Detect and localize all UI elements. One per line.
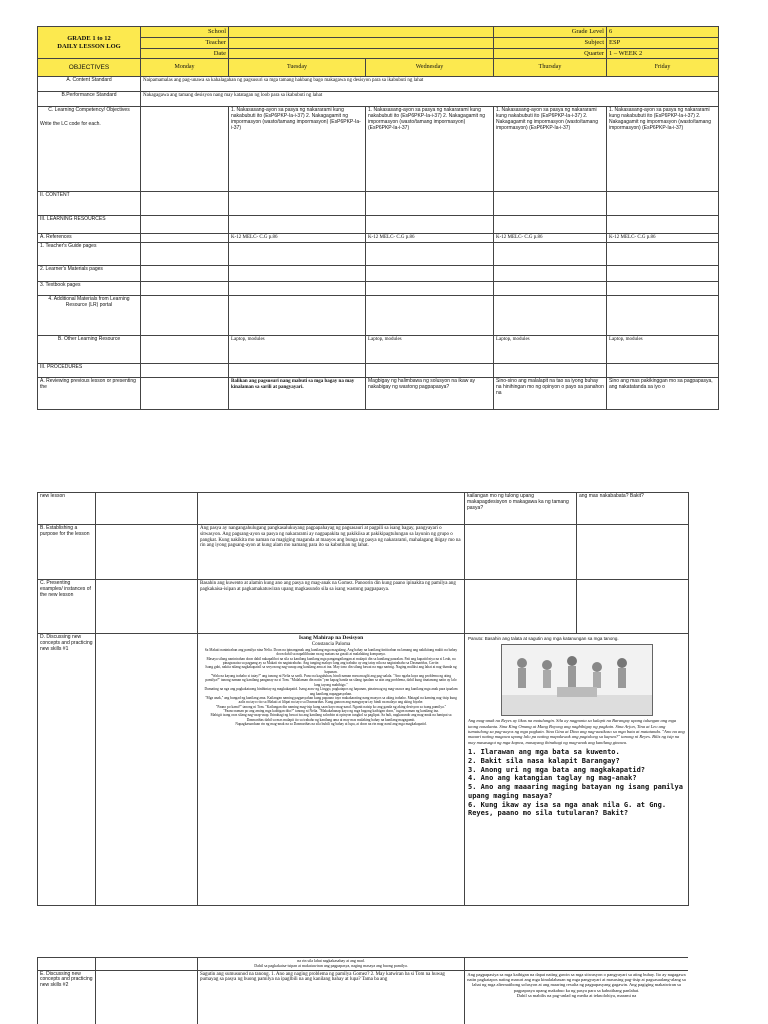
p2-r3-fri	[577, 580, 689, 634]
story-paragraph: "Paano po kami?" tanong ni Tom. "Kailangan din naming mag-isip kung saan kayo mag-aaral. Ngunit naisip ko ang ganda ng aking desisyon sa isang pamilya."	[215, 704, 447, 709]
discussing2-tue: Sagutin ang sumusunod na tanong. 1. Ano ang naging problema ng pamilya Gomez? 2. May katwiran ba si Tom na huwag pumayag sa pasya ng buong pamilya na ipaglbili na ang kanilang bahay at lupa? Tama ba ang	[198, 970, 465, 1024]
ref-thu: K-12 MELC- C.G p.86	[494, 234, 607, 243]
story-paragraph: Masaya silang naninirahan doon dahil nakapalibot na sila sa kanilang kanilang mga pangangailangan at malapit din sa kanilang paaralan. Pati ang kapatid niya na si Leah, na pinagsasaisa sa pagpang ay sa Makati rin nagtatrabaho. Ang tanging malayo lang ang trabaho ay ang tatay nila na nagtatrabaho sa Dasmariñas, Cavite.	[206, 656, 456, 665]
story-paragraph: Isang gabi, nakita nilang nagkakapaisil sa seryosong nag-uusap ang kanilang ama at ina. May tono din silang bawat na mga narinig. Naging maliksi ang lahat at nag-ihanda ng hapunan.	[205, 665, 457, 674]
discussing2-label: E. Discussing new concepts and practicing new skills #2	[38, 970, 96, 1024]
dll-table-page3	[37, 957, 688, 1024]
ref-wed: K-12 MELC- C.G p.86	[366, 234, 494, 243]
story-ending-line: na rin sila lahat nagkakasabay at ang mad.	[297, 958, 365, 963]
p3-r1-label	[38, 958, 96, 971]
story-ending-line: Dahil sa pagkakaisa-isipan at makatuwiran ang pagpapasya, naging masaya ang buong pamilya.	[254, 962, 408, 968]
tg-fri	[607, 243, 719, 266]
story-ending-cell	[198, 958, 465, 971]
tg-tue	[229, 243, 366, 266]
panuto-text: Panuto: Basahin ang talata at sagutin ang mga katanungan sa mga tanong.	[468, 636, 619, 641]
rev-tue: Balikan ang pagsusuri nang mabuti sa mga bagay na may kinalaman sa sarili at pangyayari.	[229, 378, 366, 410]
p3-r1-mon	[96, 958, 198, 971]
presenting-label: C. Presenting examples/ instances of the new lesson	[38, 580, 96, 634]
discussing2-thu-text2: Dahil sa mabilis na pag-unlad ng media at teknolohiya, marami na	[516, 993, 637, 999]
thursday-header: Thursday	[494, 59, 607, 77]
lr-tue	[229, 296, 366, 336]
proc-tue	[229, 364, 366, 378]
lm-fri	[607, 266, 719, 282]
grade-label: GRADE 1 to 12	[67, 34, 111, 42]
story-paragraph: Sa Makati naninirahan ang pamilya nina Nelia. Doon na ipinanganak ang kanilang mga magulang. Ang bahay na kanilang tinitirahan na lamang ang nakikitang maliit na bahay doon dahil sa napalilibutan na ng mataas na gusali at malalaking kompanya.	[204, 647, 458, 657]
grade-level-label: Grade Level	[494, 27, 607, 38]
tg-wed	[366, 243, 494, 266]
ref-fri: K-12 MELC- C.G p.86	[607, 234, 719, 243]
question-item: 3. Anong uri ng mga bata ang magkakapatid?	[468, 765, 646, 774]
story-paragraph: "Wala na kayang trabaho si tatay?" ang tanong ni Nelia sa sarili. Puno na kaguluhan, hindi naman mawawaglit ang pag-aalala. "Ano ngaba kaya ang problema ng ating pamilya?" tanong naman ng kanilang panganay na si Tom. "Malalaman din natin "yan kapag handa na silang ipaalam sa atin ang problema, dahil kung tinatanong natin ay lalo lang tayong mabibigo."	[205, 674, 457, 687]
resources-fri	[607, 216, 719, 234]
p2-r3-mon	[96, 580, 198, 634]
ref-tue: K-12 MELC- C.G p.86	[229, 234, 366, 243]
competency-note: Write the LC code for each.	[40, 121, 101, 128]
story-cell	[198, 634, 465, 906]
quarter-value[interactable]: 1 – WEEK 2	[607, 48, 719, 59]
reviewing-label: A. Reviewing previous lesson or presenting the	[38, 378, 141, 410]
tb-mon	[141, 282, 229, 296]
content-thu	[494, 192, 607, 216]
story-paragraph: Napagkasunduan rin ng mag-anak na sa Dasmariñas na sila bubili ng bahay at lupa, at doon na rin mag-aaral ang mga magkakapatid.	[235, 722, 427, 727]
content-mon	[141, 192, 229, 216]
competency-thursday: 1. Nakasasang-ayon sa pasya ng nakararami kung nakabubuti ito (EsP6PKP-Ia-i-37) 2. Nakagagamit ng impormasyon (wasto/tamang impormasyon) (EsP6PKP-Ia-i-37)	[494, 107, 607, 192]
tg-thu	[494, 243, 607, 266]
content-standard-label: A. Content Standard	[38, 77, 141, 92]
performance-standard-text: Nakagagawa ang tamang desisyon nang may katatagan ng loob para sa ikabubuti ng lahat	[141, 92, 719, 107]
textbook-label: 3. Textbook pages	[38, 282, 141, 296]
content-standard-text: Naipamamalas ang pag-unawa sa kahalagahan ng pagsusuri sa mga tamang hakbang bago makagawa ng desisyon para sa ikabubuti ng lahat	[141, 77, 719, 92]
picture-caption: Ang mag-anak na Reyes ay likas na matulungin. Sila ay nagpunta sa kalapit na Barangay upang tulungan ang mga taong nasalanta. Sina King Omang at Mang Boyong ang nagbibigay ng pagkain. Sina Arjon, Tina at Leo ang tumutulong sa pag-aayos ng mga pagkain. Sina Gina at Dina ang nag-aasikaso sa mga bata at matatanda. "Ano na ang maaari nating magawa upang lalo pa nating mapalawak ang pagtulong sa kapwa?" tanong ni Reyes. Bilis ng isip na may masasagot ng mga kapwa, masayang ibinahagi ng mag-anak ang kanilang ginawa.	[468, 718, 685, 745]
tg-mon	[141, 243, 229, 266]
story-author: Constancia Paloma	[311, 641, 351, 647]
resources-mon	[141, 216, 229, 234]
question-item: 4. Ano ang katangian taglay ng mag-anak?	[468, 774, 637, 783]
rev-mon	[141, 378, 229, 410]
page-two	[37, 492, 688, 906]
content-wed	[366, 192, 494, 216]
resources-tue	[229, 216, 366, 234]
lr-fri	[607, 296, 719, 336]
story-paragraph: Dumating na nga ang pagkakataong hinihintay ng magkakapatid. Isang araw ng Linggo, pagkatapos ng hapunan, pinatawag ng mag-asawa ang kanilang mga anak para ipaalam ang kanilang napagpasyahan.	[204, 687, 458, 696]
proc-thu	[494, 364, 607, 378]
thu-fri-activity-cell	[465, 634, 689, 906]
competency-friday: 1. Nakasasang-ayon sa pasya ng nakararami kung nakabubuti ito (EsP6PKP-Ia-i-37) 2. Nakagagamit ng impormasyon (wasto/tamang impormasyon) (EsP6PKP-Ia-i-37)	[607, 107, 719, 192]
grade-level-value[interactable]: 6	[607, 27, 719, 38]
establishing-text: Ang pasya ay nangangahulugang pangkasalukuyang pagpapahayag ng pagsasauri at pagpili sa isang bagay, pangyayari o sitwasyon. Ang pagsang-ayon sa pasya ng nakararami ay nagpapakita ng pakikiisa at pakikipagtulungan sa layunin ng grupo o pangkat. Kung nakikita mo naman na magiging maganda at maayos ang bunga ng pasya ng nakararami, mahalagang ibigay mo na rin ang iyong pagsang-ayon at kung alam mo namang para ito sa kabutihan ng lahat.	[198, 525, 465, 580]
objectives-header: OBJECTIVES	[38, 59, 141, 77]
p3-r2-mon	[96, 970, 198, 1024]
story-title: Isang Mahirap na Desisyon	[298, 635, 364, 641]
p2-r3-thu	[465, 580, 577, 634]
learners-materials-label: 2. Learner's Materials pages	[38, 266, 141, 282]
p2-r4-mon	[96, 634, 198, 906]
quarter-label: Quarter	[494, 48, 607, 59]
story-paragraph: Mahigit isang oras silang nag-usap-usap. Ibinahagi ng bawat isa ang kanilang saloobin at opinyon tungkol sa paglipat. Sa huli, nagkasundo ang mag-anak na lumipat sa Dasmariñas dahil sa mas malapit ito sa trabaho ng kanilang ama at may mas malaking bahay na kanilang magagamit.	[210, 713, 452, 722]
teachers-guide-label: 1. Teacher's Guide pages	[38, 243, 141, 266]
content-fri	[607, 192, 719, 216]
p2-r1-fri: ang mas nakababata? Bakit?	[577, 493, 689, 525]
subject-label: Subject	[494, 37, 607, 48]
dll-table-page1	[37, 26, 719, 410]
resources-thu	[494, 216, 607, 234]
page-one	[37, 26, 713, 438]
dll-table-page2	[37, 492, 689, 906]
dll-label: DAILY LESSON LOG	[57, 42, 121, 50]
grade-label-cell	[38, 27, 141, 59]
p2-r1-tuewed	[198, 493, 465, 525]
p2-r1-thu: kailangan mo ng tulong upang makapagdesisyon o makagawa ka ng tamang pasya?	[465, 493, 577, 525]
tb-fri	[607, 282, 719, 296]
question-item: 2. Bakit sila nasa kalapit Barangay?	[468, 756, 620, 765]
p2-r2-thu	[465, 525, 577, 580]
question-list	[468, 748, 685, 818]
question-item: 1. Ilarawan ang mga bata sa kuwento.	[468, 748, 620, 757]
new-lesson-label: new lesson	[38, 493, 96, 525]
p2-r2-fri	[577, 525, 689, 580]
page-three	[37, 957, 688, 1024]
performance-standard-label: B.Performance Standard	[38, 92, 141, 107]
other-wed: Laptop, modules	[366, 336, 494, 364]
proc-mon	[141, 364, 229, 378]
p2-r1-mon	[96, 493, 198, 525]
other-mon	[141, 336, 229, 364]
tb-wed	[366, 282, 494, 296]
date-label: Date	[141, 48, 229, 59]
other-resources-label: B. Other Learning Resource	[38, 336, 141, 364]
competency-label: C. Learning Competency/ Objectives	[48, 107, 130, 114]
teacher-label: Teacher	[141, 37, 229, 48]
lm-tue	[229, 266, 366, 282]
rev-thu: Sino-sino ang malalapit na tao sa iyong buhay na hinihingan mo ng opinyon o payo sa panahon na	[494, 378, 607, 410]
rev-fri: Sino ang mas pakikinggan mo sa pagpapasya, ang nakatatanda sa iyo o	[607, 378, 719, 410]
ref-mon	[141, 234, 229, 243]
content-label: II. CONTENT	[38, 192, 141, 216]
lm-mon	[141, 266, 229, 282]
content-tue	[229, 192, 366, 216]
wednesday-header: Wednesday	[366, 59, 494, 77]
competency-monday	[141, 107, 229, 192]
lm-thu	[494, 266, 607, 282]
lr-wed	[366, 296, 494, 336]
discussing1-label: D. Discussing new concepts and practicing new skills #1	[38, 634, 96, 906]
procedures-label: III. PROCEDURES	[38, 364, 141, 378]
lr-portal-label: 4. Additional Materials from Learning Resource (LR) portal	[38, 296, 141, 336]
school-label: School	[141, 27, 229, 38]
establishing-label: B. Establishing a purpose for the lesson	[38, 525, 96, 580]
other-tue: Laptop, modules	[229, 336, 366, 364]
tb-thu	[494, 282, 607, 296]
competency-label-cell	[38, 107, 141, 192]
tuesday-header: Tuesday	[229, 59, 366, 77]
friday-header: Friday	[607, 59, 719, 77]
lr-thu	[494, 296, 607, 336]
discussing2-thu	[465, 970, 689, 1024]
date-value[interactable]	[229, 48, 494, 59]
lm-wed	[366, 266, 494, 282]
other-thu: Laptop, modules	[494, 336, 607, 364]
p2-r2-mon	[96, 525, 198, 580]
subject-value[interactable]: ESP	[607, 37, 719, 48]
teacher-value[interactable]	[229, 37, 494, 48]
competency-tuesday: 1. Nakasasang-ayon sa pasya ng nakararami kung nakabubuti ito (EsP6PKP-Ia-i-37) 2. Nakagagamit ng impormasyon (wasto/tamang impormasyon) (EsP6PKP-Ia-i-37)	[229, 107, 366, 192]
other-fri: Laptop, modules	[607, 336, 719, 364]
presenting-text: Basahin ang kuwento at alamin kung ano ang pasya ng mag-anak na Gomez. Panoorin din kung paano ipinakita ng pamilya ang pagkakaisa-isipan at pagkamakatuwiran upang magkasundo sila sa isang wastong pagpapasya.	[198, 580, 465, 634]
question-item: 6. Kung ikaw ay isa sa mga anak nila G. at Gng. Reyes, paano mo sila tutularan? Bakit?	[468, 800, 667, 818]
references-label: A. References	[38, 234, 141, 243]
school-value[interactable]	[229, 27, 494, 38]
story-paragraph: "Paano naman po ang aming mga kaibigan dito?" tanong ni Nelia. "Makakahanap kayo ng mga bagong kaibigan doon," tugon naman ng kanilang ina.	[223, 709, 439, 714]
p3-r1-thufri	[465, 958, 689, 971]
tb-tue	[229, 282, 366, 296]
resources-label: III. LEARNING RESOURCES	[38, 216, 141, 234]
family-helping-picture	[502, 645, 652, 715]
rev-wed: Magbigay ng halimbawa ng solusyon na ikaw ay nakabigay ng wastong pagpapasya?	[366, 378, 494, 410]
proc-wed	[366, 364, 494, 378]
discussing2-thu-text: Ang pagpapasiya sa mga kaibigan na dapat nating gawin sa mga sitwasyon o pangyayari sa ating buhay. Ito ay nagagawa natin pagkatapos nating masuri ang mga kinalalabasan ng mga pangyayari at masusing pag-iisip at pagsasaalang-alang sa lahat ng mga alternatibong solusyon at ang maaring resulta ng pagpapasyang gagawin. Ang pagiging makatwiran sa pagpapasya upang makabuo ka ng pasya para sa kabutihang panlahat.	[467, 971, 686, 993]
question-item: 5. Ano ang maaaring maging batayan ng isang pamilya upang maging masaya?	[468, 783, 683, 800]
monday-header: Monday	[141, 59, 229, 77]
lr-mon	[141, 296, 229, 336]
competency-wednesday: 1. Nakasasang-ayon sa pasya ng nakararami kung nakabubuti ito (EsP6PKP-Ia-i-37) 2. Nakagagamit ng impormasyon (wasto/tamang impormasyon) (EsP6PKP-Ia-i-37)	[366, 107, 494, 192]
family-illustration	[501, 644, 653, 716]
proc-fri	[607, 364, 719, 378]
story-paragraph: "Mga anak," ang bungad ng kanilang ama. Kailangan naming pagpasyahan kung papaano tayo makakarating nang maayos sa aking trabaho. Matagal na kaming nag-iisip kung aalis na tayo rito sa Makati at lilipat na tayo sa Dasmariñas. Kung ganoon ang mangyayari ay hindi na malayo ang aking biyahe.	[205, 695, 457, 705]
resources-wed	[366, 216, 494, 234]
